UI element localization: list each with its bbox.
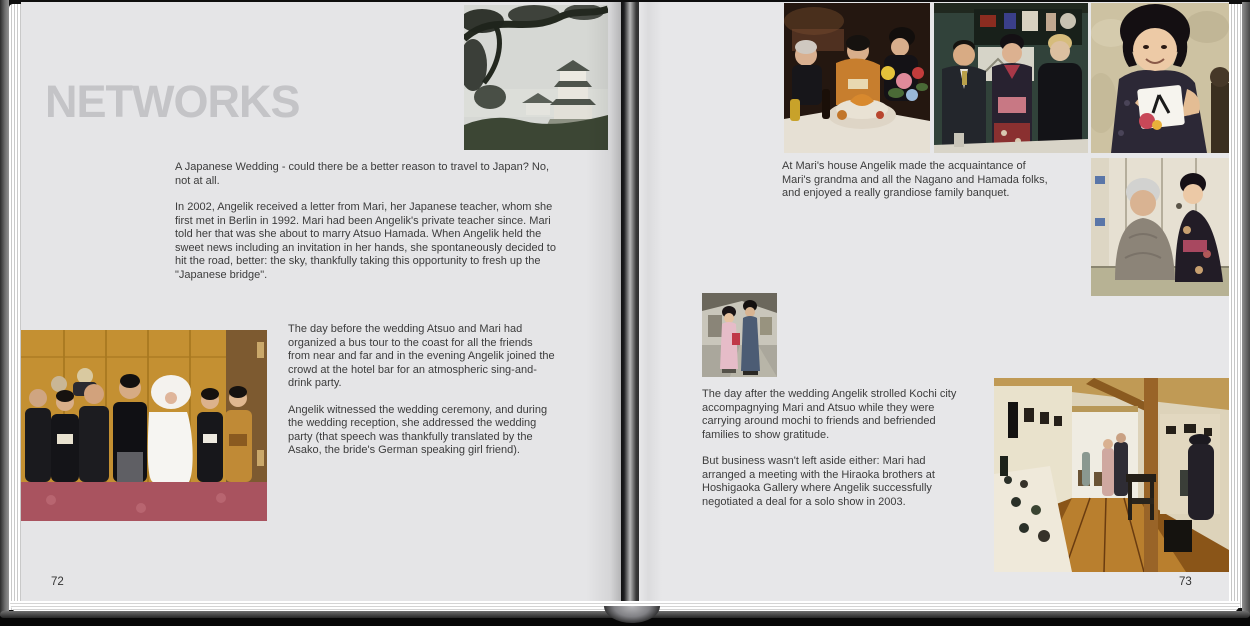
page-title: NETWORKS: [45, 76, 300, 127]
right-page: [639, 2, 1229, 606]
text-banquet: [782, 160, 1050, 201]
text-intro: [175, 161, 557, 282]
photo-kochi-castle: [464, 5, 608, 150]
photo-gallery: [994, 378, 1229, 572]
photo-banquet: [784, 3, 930, 153]
paragraph: The day after the wedding Angelik strolled Kochi city accompagnying Mari and Atsuo while they were carrying around mochi to friends and befriended families to show gratitude.: [702, 388, 957, 441]
book-cover-left-edge: [0, 0, 9, 616]
page-number-right: 73: [1179, 576, 1192, 588]
paragraph: A Japanese Wedding - could there be a better reason to travel to Japan? No, not at all.: [175, 161, 550, 187]
page-stack-right[interactable]: [1229, 4, 1242, 608]
paragraph: In 2002, Angelik received a letter from Mari, her Japanese teacher, whom she first met in Berlin in 1992. Mari had been Angelik's private teacher since. Mari told her that was she about to marry Atsuo Hamada. When Angelik held the sweet news including an invitation in her hands, she spontaneously decided to hit the road, better: the sky, thankfully taking this opportunity to fresh up the "Japanese bridge".: [175, 201, 556, 281]
photo-couple-street: [702, 293, 777, 377]
book-cover-right-edge: [1242, 2, 1250, 614]
page-number-left: 72: [51, 576, 64, 588]
photo-wedding-group: [21, 330, 267, 521]
text-mochi: [702, 388, 958, 509]
paragraph: But business wasn't left aside either: Mari had arranged a meeting with the Hiraoka brothers at Hoshigaoka Gallery where Angelik successfully negotiated a deal for a solo show in 2003.: [702, 455, 935, 508]
paragraph: Angelik witnessed the wedding ceremony, and during the wedding reception, she addressed the wedding party (that speech was thankfully translated by the Asako, the bride's German speaking girl friend).: [288, 403, 548, 456]
page-stack-left[interactable]: [9, 4, 21, 610]
paragraph: At Mari's house Angelik made the acquaintance of Mari's grandma and all the Nagano and Hamada folks, and enjoyed a really grandiose family banquet.: [782, 160, 1048, 199]
photo-family-dinner: [934, 3, 1088, 153]
text-wedding-party: [288, 323, 556, 458]
left-page: [21, 2, 621, 606]
photo-grandma: [1091, 158, 1229, 296]
photo-woman-card: [1091, 3, 1229, 153]
paragraph: The day before the wedding Atsuo and Mari had organized a bus tour to the coast for all the friends from near and far and in the evening Angelik joined the crowd at the hotel bar for an atmospheric sing-and-drink party.: [288, 323, 555, 389]
